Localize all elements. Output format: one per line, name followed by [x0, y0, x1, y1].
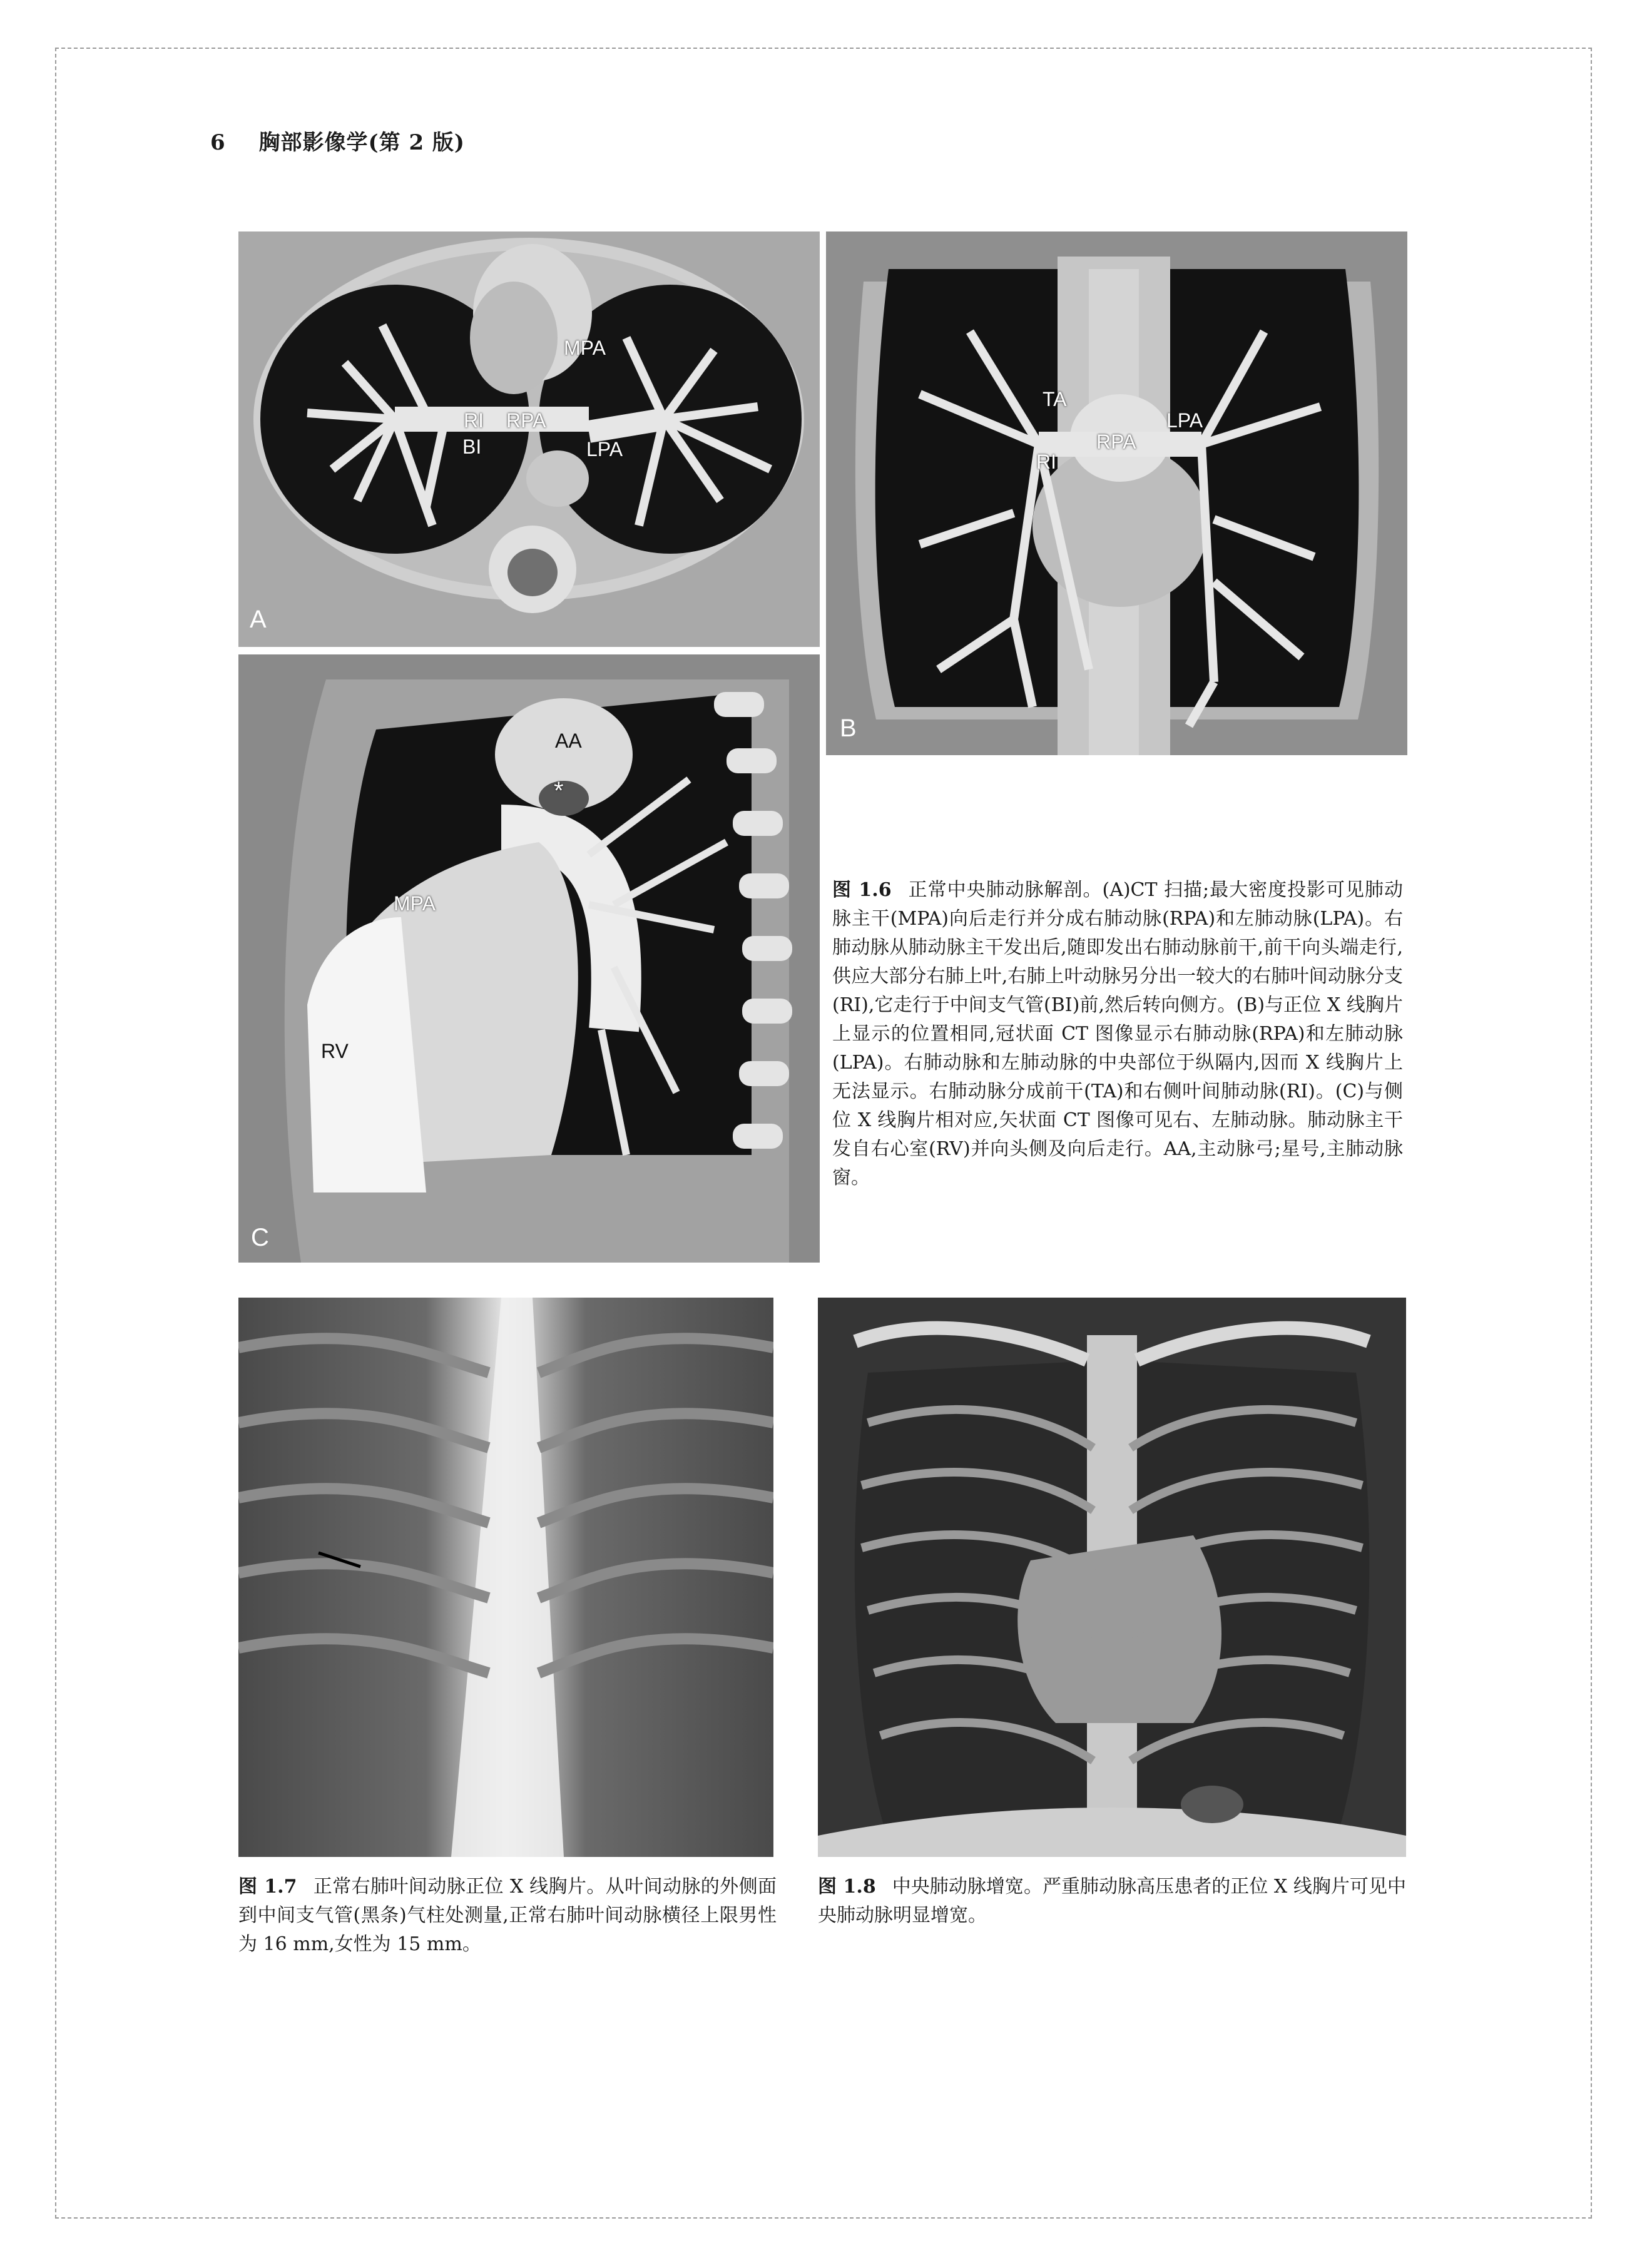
fig16-label: 图 1.6 — [832, 879, 892, 901]
label-mpa: MPA — [564, 337, 606, 359]
label-ri: RI — [464, 409, 484, 432]
label-mpa: MPA — [394, 892, 436, 915]
panel-letter-a: A — [250, 606, 267, 633]
fig16-panel-a-ct-axial — [238, 231, 820, 647]
fig17-xray — [238, 1298, 773, 1857]
label-ta: TA — [1043, 388, 1067, 410]
fig16-panel-c-ct-sagittal — [238, 654, 820, 1263]
fig17-caption — [238, 1873, 777, 1959]
label-rpa: RPA — [506, 409, 546, 432]
panel-letter-b: B — [840, 714, 857, 742]
fig16-panel-b-ct-coronal — [826, 231, 1407, 755]
fig16-caption — [832, 876, 1403, 1192]
page-number: 6 — [210, 130, 226, 155]
fig18-caption — [818, 1873, 1406, 1930]
fig16-caption-text: 正常中央肺动脉解剖。(A)CT 扫描;最大密度投影可见肺动脉主干(MPA)向后走行并分成右肺动脉(RPA)和左肺动脉(LPA)。右肺动脉从肺动脉主干发出后,随即发出右肺动脉前干,前干向头端走行,供应大部分右肺上叶,右肺上叶动脉另分出一较大的右肺叶间动脉分支(RI),它走行于中间支气管(BI)前,然后转向侧方。(B)与正位 X 线胸片上显示的位置相同,冠状面 CT 图像显示右肺动脉(RPA)和左肺动脉(LPA)。右肺动脉和左肺动脉的中央部位于纵隔内,因而 X 线胸片上无法显示。右肺动脉分成前干(TA)和右侧叶间肺动脉(RI)。(C)与侧位 X 线胸片相对应,矢状面 CT 图像可见右、左肺动脉。肺动脉主干发自右心室(RV)并向头侧及向后走行。AA,主动脉弓;星号,主肺动脉窗。 — [832, 879, 1404, 1189]
label-star: * — [554, 777, 564, 805]
fig18-xray — [818, 1298, 1406, 1857]
fig17-label: 图 1.7 — [238, 1876, 297, 1898]
label-lpa: LPA — [1166, 409, 1203, 432]
book-title: 胸部影像学(第 2 版) — [258, 130, 466, 155]
panel-letter-c: C — [251, 1224, 269, 1251]
label-ri: RI — [1036, 450, 1056, 473]
label-lpa: LPA — [586, 438, 623, 460]
label-aa: AA — [555, 730, 582, 752]
fig17-caption-text: 正常右肺叶间动脉正位 X 线胸片。从叶间动脉的外侧面到中间支气管(黑条)气柱处测量,正常右肺叶间动脉横径上限男性为 16 mm,女性为 15 mm。 — [238, 1876, 777, 1955]
fig18-caption-text: 中央肺动脉增宽。严重肺动脉高压患者的正位 X 线胸片可见中央肺动脉明显增宽。 — [818, 1876, 1406, 1926]
label-rv: RV — [321, 1040, 349, 1062]
running-header — [210, 125, 465, 156]
fig18-label: 图 1.8 — [818, 1876, 876, 1898]
label-rpa: RPA — [1096, 430, 1136, 453]
label-bi: BI — [462, 435, 482, 458]
